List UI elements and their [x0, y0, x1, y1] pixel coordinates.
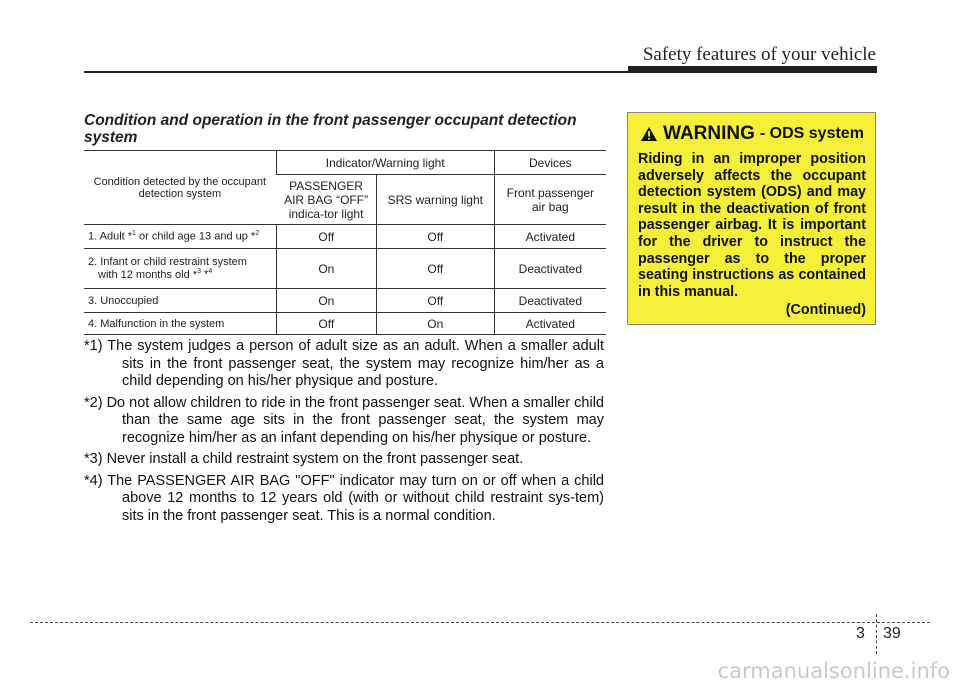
row-condition: 2. Infant or child restraint system with 12 months old *$^3$ *$^4$: [84, 249, 276, 289]
footnote-3: *3) Never install a child restraint system on the front passenger seat.: [84, 451, 524, 467]
row-front-airbag: Deactivated: [494, 249, 606, 289]
table-header-devices-group: Devices: [494, 151, 606, 175]
page-number: 39: [883, 625, 901, 642]
row-passenger-indicator: On: [276, 289, 376, 313]
warning-triangle-icon: [640, 126, 658, 142]
warning-heading: [638, 123, 866, 145]
footer-rule: [30, 622, 930, 623]
row-front-airbag: Activated: [494, 313, 606, 335]
warning-subtitle: - ODS system: [759, 125, 864, 142]
warning-title: WARNING: [663, 123, 755, 144]
watermark: carmanualsonline.info: [717, 659, 950, 683]
row-front-airbag: Deactivated: [494, 289, 606, 313]
row-condition: 3. Unoccupied: [84, 289, 276, 313]
page-number-divider: [876, 614, 877, 654]
row-condition: 4. Malfunction in the system: [84, 313, 276, 335]
warning-text: Riding in an improper position adversely affects the occupant detection system (ODS) and may result in the deactivation of front passenger airbag. It is important for the driver to instruct the passenger as to the proper seating instructions as contained in this manual.: [638, 151, 866, 300]
section-title: Condition and operation in the front passenger occupant detection system: [84, 112, 577, 146]
table-header-srs-warning: SRS warning light: [376, 175, 494, 225]
warning-continued: (Continued): [785, 302, 866, 319]
row-passenger-indicator: Off: [276, 225, 376, 249]
footnote-1: *1) The system judges a person of adult size as an adult. When a smaller adult sits in the front passenger seat, the system may recognize him/her as a child depending on his/her physique and posture.: [84, 338, 604, 389]
row-condition: 1. Adult *$^1$ or child age 13 and up *$^2$: [84, 225, 276, 249]
ods-condition-table: [84, 150, 606, 335]
table-header-condition: Condition detected by the occupant detection system: [84, 151, 276, 225]
table-header-front-airbag: Front passenger air bag: [494, 175, 606, 225]
row-srs-warning: Off: [376, 289, 494, 313]
table-row: [84, 313, 606, 335]
table-row: [84, 289, 606, 313]
table-row: [84, 249, 606, 289]
warning-box: [627, 112, 876, 325]
row-passenger-indicator: Off: [276, 313, 376, 335]
row-srs-warning: On: [376, 313, 494, 335]
table-header-passenger-indicator: PASSENGER AIR BAG “OFF” indica-tor light: [276, 175, 376, 225]
row-srs-warning: Off: [376, 225, 494, 249]
footnote-2: *2) Do not allow children to ride in the front passenger seat. When a smaller child than the same age sits in the front passenger seat, the system may recognize him/her as an infant depending on his/her physique or posture.: [84, 394, 604, 446]
row-passenger-indicator: On: [276, 249, 376, 289]
table-header-indicator-group: Indicator/Warning light: [276, 151, 494, 175]
row-srs-warning: Off: [376, 249, 494, 289]
chapter-number: 3: [856, 625, 865, 642]
footnote-4: *4) The PASSENGER AIR BAG "OFF" indicator may turn on or off when a child above 12 months to 12 years old (with or without child restraint sys-tem) sits in the front passenger seat. This is a normal condition.: [84, 472, 604, 524]
footnotes: [84, 338, 604, 529]
header-rule-accent: [628, 66, 877, 72]
table-row: [84, 225, 606, 249]
page-header-title: Safety features of your vehicle: [642, 44, 876, 65]
row-front-airbag: Activated: [494, 225, 606, 249]
